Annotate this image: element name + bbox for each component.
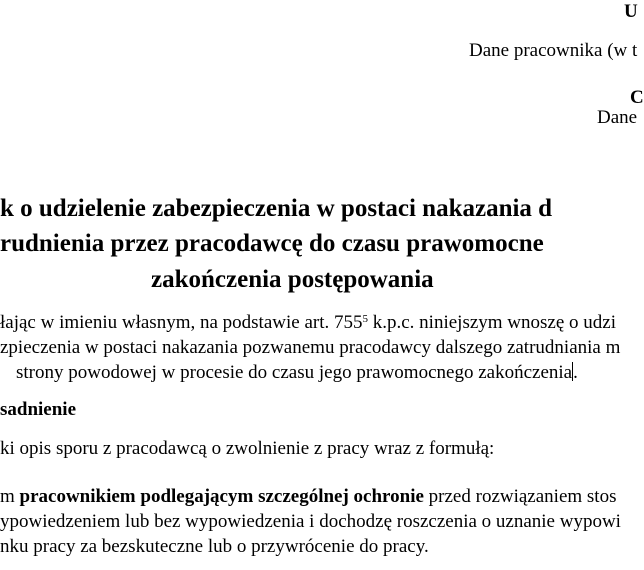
- request-text-continued: k.p.c. niniejszym wnoszę o udzi: [368, 312, 617, 333]
- request-text: łając w imieniu własnym, na podstawie art. 755: [0, 312, 363, 333]
- request-paragraph-line-2: zpieczenia w postaci nakazania pozwanemu pracodawcy dalszego zatrudniania m: [0, 337, 621, 358]
- article-superscript: 5: [362, 313, 368, 325]
- request-paragraph-line-1: [0, 311, 616, 335]
- protection-text-end: przed rozwiązaniem stos: [423, 486, 617, 507]
- protection-paragraph-line-1: [0, 485, 616, 509]
- sentence-period: .: [573, 362, 578, 383]
- header-second-title-fragment: C: [630, 87, 644, 108]
- dispute-description-line: ki opis sporu z pracodawcą o zwolnienie z pracy wraz z formułą:: [0, 438, 495, 459]
- document-title-line-2: rudnienia przez pracodawcę do czasu prawomocne: [0, 230, 544, 257]
- protection-text-start: m: [0, 486, 20, 507]
- header-second-data-fragment: Dane: [597, 107, 638, 128]
- protected-employee-phrase: pracownikiem podlegającym szczególnej ochronie: [19, 486, 424, 507]
- justification-heading: sadnienie: [0, 399, 77, 420]
- document-title-line-3: zakończenia postępowania: [151, 266, 434, 293]
- protection-paragraph-line-2: ypowiedzeniem lub bez wypowiedzenia i dochodzę roszczenia o uznanie wypowi: [0, 511, 621, 532]
- request-paragraph-line-3[interactable]: [16, 361, 578, 385]
- document-title-line-1: k o udzielenie zabezpieczenia w postaci nakazania d: [0, 195, 553, 222]
- request-text-end: strony powodowej w procesie do czasu jego prawomocnego zakończenia: [16, 362, 573, 383]
- header-title-fragment: U: [624, 1, 638, 22]
- header-employee-data-fragment: Dane pracownika (w t: [469, 40, 638, 61]
- protection-paragraph-line-3: nku pracy za bezskuteczne lub o przywrócenie do pracy.: [0, 536, 429, 557]
